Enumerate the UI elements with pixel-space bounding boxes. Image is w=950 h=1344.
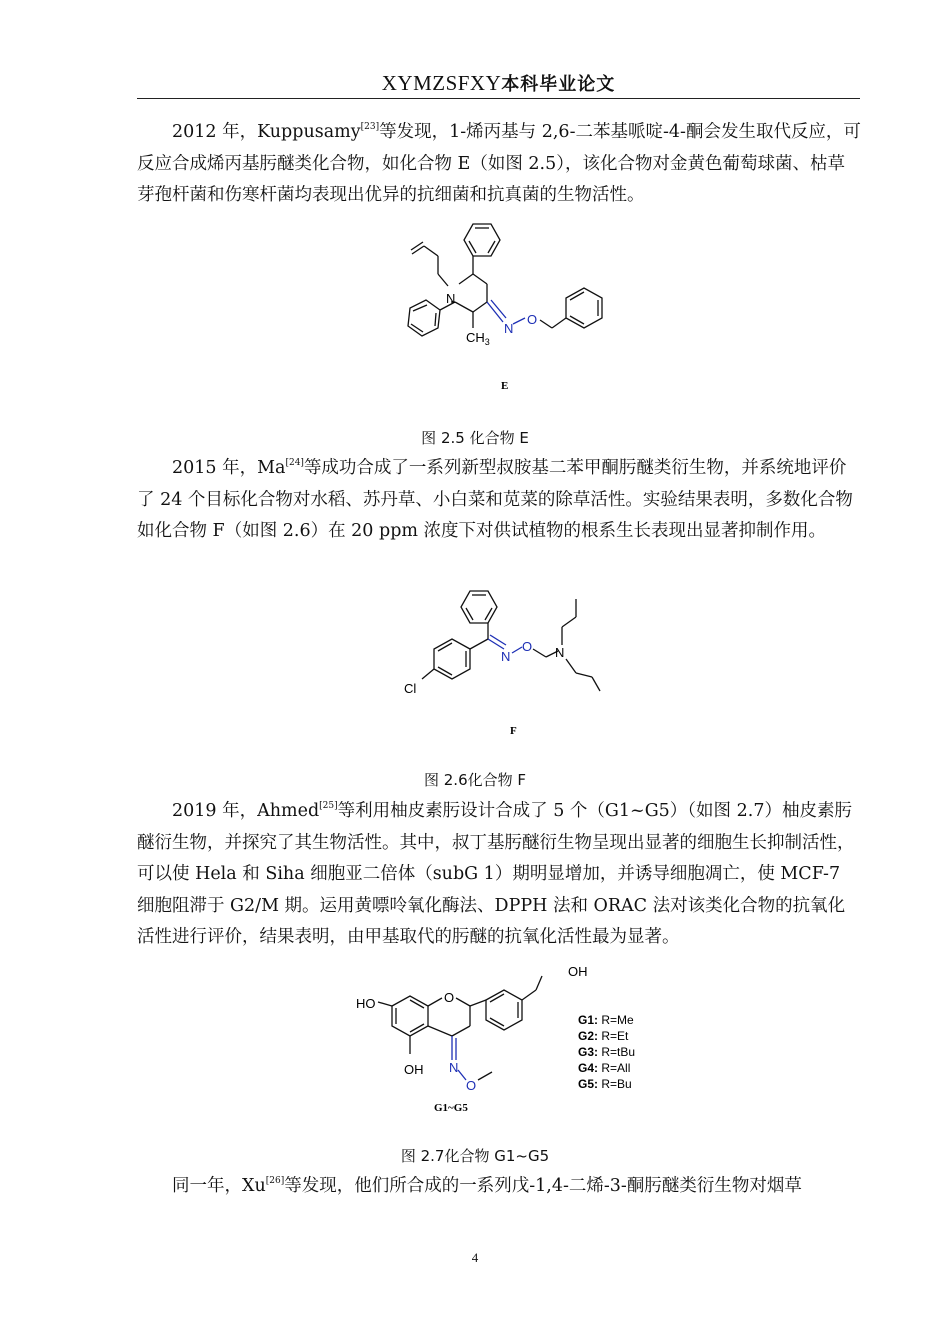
paragraph-1-lead: 2012 年，Kuppusamy [172, 122, 361, 142]
figure-2-5-caption: 图 2.5 化合物 E [421, 429, 529, 447]
paragraph-3-lead: 2019 年，Ahmed [172, 801, 320, 821]
atom-o-oxime: O [527, 312, 538, 327]
compound-e-label: E [501, 380, 509, 392]
atom-n-ring: N [446, 291, 456, 306]
r-group-g1: G1: R=Me [578, 1013, 634, 1027]
atom-methyl: $CH_3$ [466, 330, 490, 347]
citation-26: [26] [265, 1176, 285, 1186]
paragraph-3-body: 等利用柚皮素肟设计合成了 5 个（G1~G5）（如图 2.7）柚皮素肟醚衍生物，并探究了其生物活性。其中，叔丁基肟醚衍生物呈现出显著的细胞生长抑制活性，可以使 Hela 和 Siha 细胞亚二倍体（subG 1）期明显增加，并诱导细胞凋亡，使 MCF-7 细胞阻滞于 G2/M 期。运用黄嘌呤氧化酶法、DPPH 法和 ORAC 法对该类化合物的抗氧化活性进行评价，结果表明，由甲基取代的肟醚的抗氧化活性最为显著。 [137, 801, 855, 947]
header-code: XYMZSFXY [381, 71, 502, 95]
r-group-g4: G4: R=All [578, 1061, 631, 1075]
atom-oh-top: OH [568, 964, 588, 979]
paragraph-4-lead: 同一年，Xu [172, 1176, 266, 1196]
compound-f-label: F [510, 725, 517, 737]
atom-n-oxime: N [449, 1060, 459, 1075]
atom-n-amine: N [555, 645, 565, 660]
paragraph-1 [137, 117, 862, 212]
citation-25: [25] [319, 801, 338, 811]
compound-e-structure [380, 218, 620, 390]
atom-oh-bottom: OH [404, 1062, 424, 1077]
citation-23: [23] [360, 122, 380, 132]
compound-g-label: G1~G5 [434, 1102, 468, 1114]
atom-ho-left: HO [356, 996, 376, 1011]
atom-o-ring: O [444, 990, 455, 1005]
page-header [137, 70, 860, 99]
compound-f-structure [400, 587, 610, 735]
figure-2-7-caption: 图 2.7化合物 G1~G5 [400, 1147, 550, 1165]
paragraph-1-body: 等发现，1-烯丙基与 2,6-二苯基哌啶-4-酮会发生取代反应，可反应合成烯丙基肟醚类化合物，如化合物 E（如图 2.5），该化合物对金黄色葡萄球菌、枯草芽孢杆菌和伤寒杆菌均表现出优异的抗细菌和抗真菌的生物活性。 [137, 122, 861, 205]
atom-o-oxime: O [522, 639, 533, 654]
paragraph-2-lead: 2015 年，Ma [172, 458, 286, 478]
figure-2-6-caption: 图 2.6化合物 F [423, 771, 527, 789]
paragraph-3 [137, 796, 862, 954]
paragraph-2-body: 等成功合成了一系列新型叔胺基二苯甲酮肟醚类衍生物，并系统地评价了 24 个目标化合物对水稻、苏丹草、小白菜和苋菜的除草活性。实验结果表明，多数化合物如化合物 F（如图 2.6）在 20 ppm 浓度下对供试植物的根系生长表现出显著抑制作用。 [137, 458, 853, 541]
paragraph-4 [137, 1171, 862, 1203]
paragraph-4-body: 等发现，他们所合成的一系列戊-1,4-二烯-3-酮肟醚类衍生物对烟草 [284, 1176, 802, 1196]
citation-24: [24] [285, 458, 304, 468]
r-group-list [578, 1013, 635, 1091]
page-number: 4 [471, 1250, 479, 1265]
paragraph-2 [137, 453, 862, 548]
atom-n-oxime: N [501, 649, 511, 664]
atom-n-oxime: N [504, 321, 514, 336]
r-group-g2: G2: R=Et [578, 1029, 629, 1043]
atom-cl: Cl [404, 681, 417, 696]
header-title: 本科毕业论文 [501, 74, 616, 95]
atom-o-ether: O [466, 1078, 477, 1093]
r-group-g5: G5: R=Bu [578, 1077, 632, 1091]
compound-g-structure [352, 962, 652, 1114]
r-group-g3: G3: R=tBu [578, 1045, 636, 1059]
